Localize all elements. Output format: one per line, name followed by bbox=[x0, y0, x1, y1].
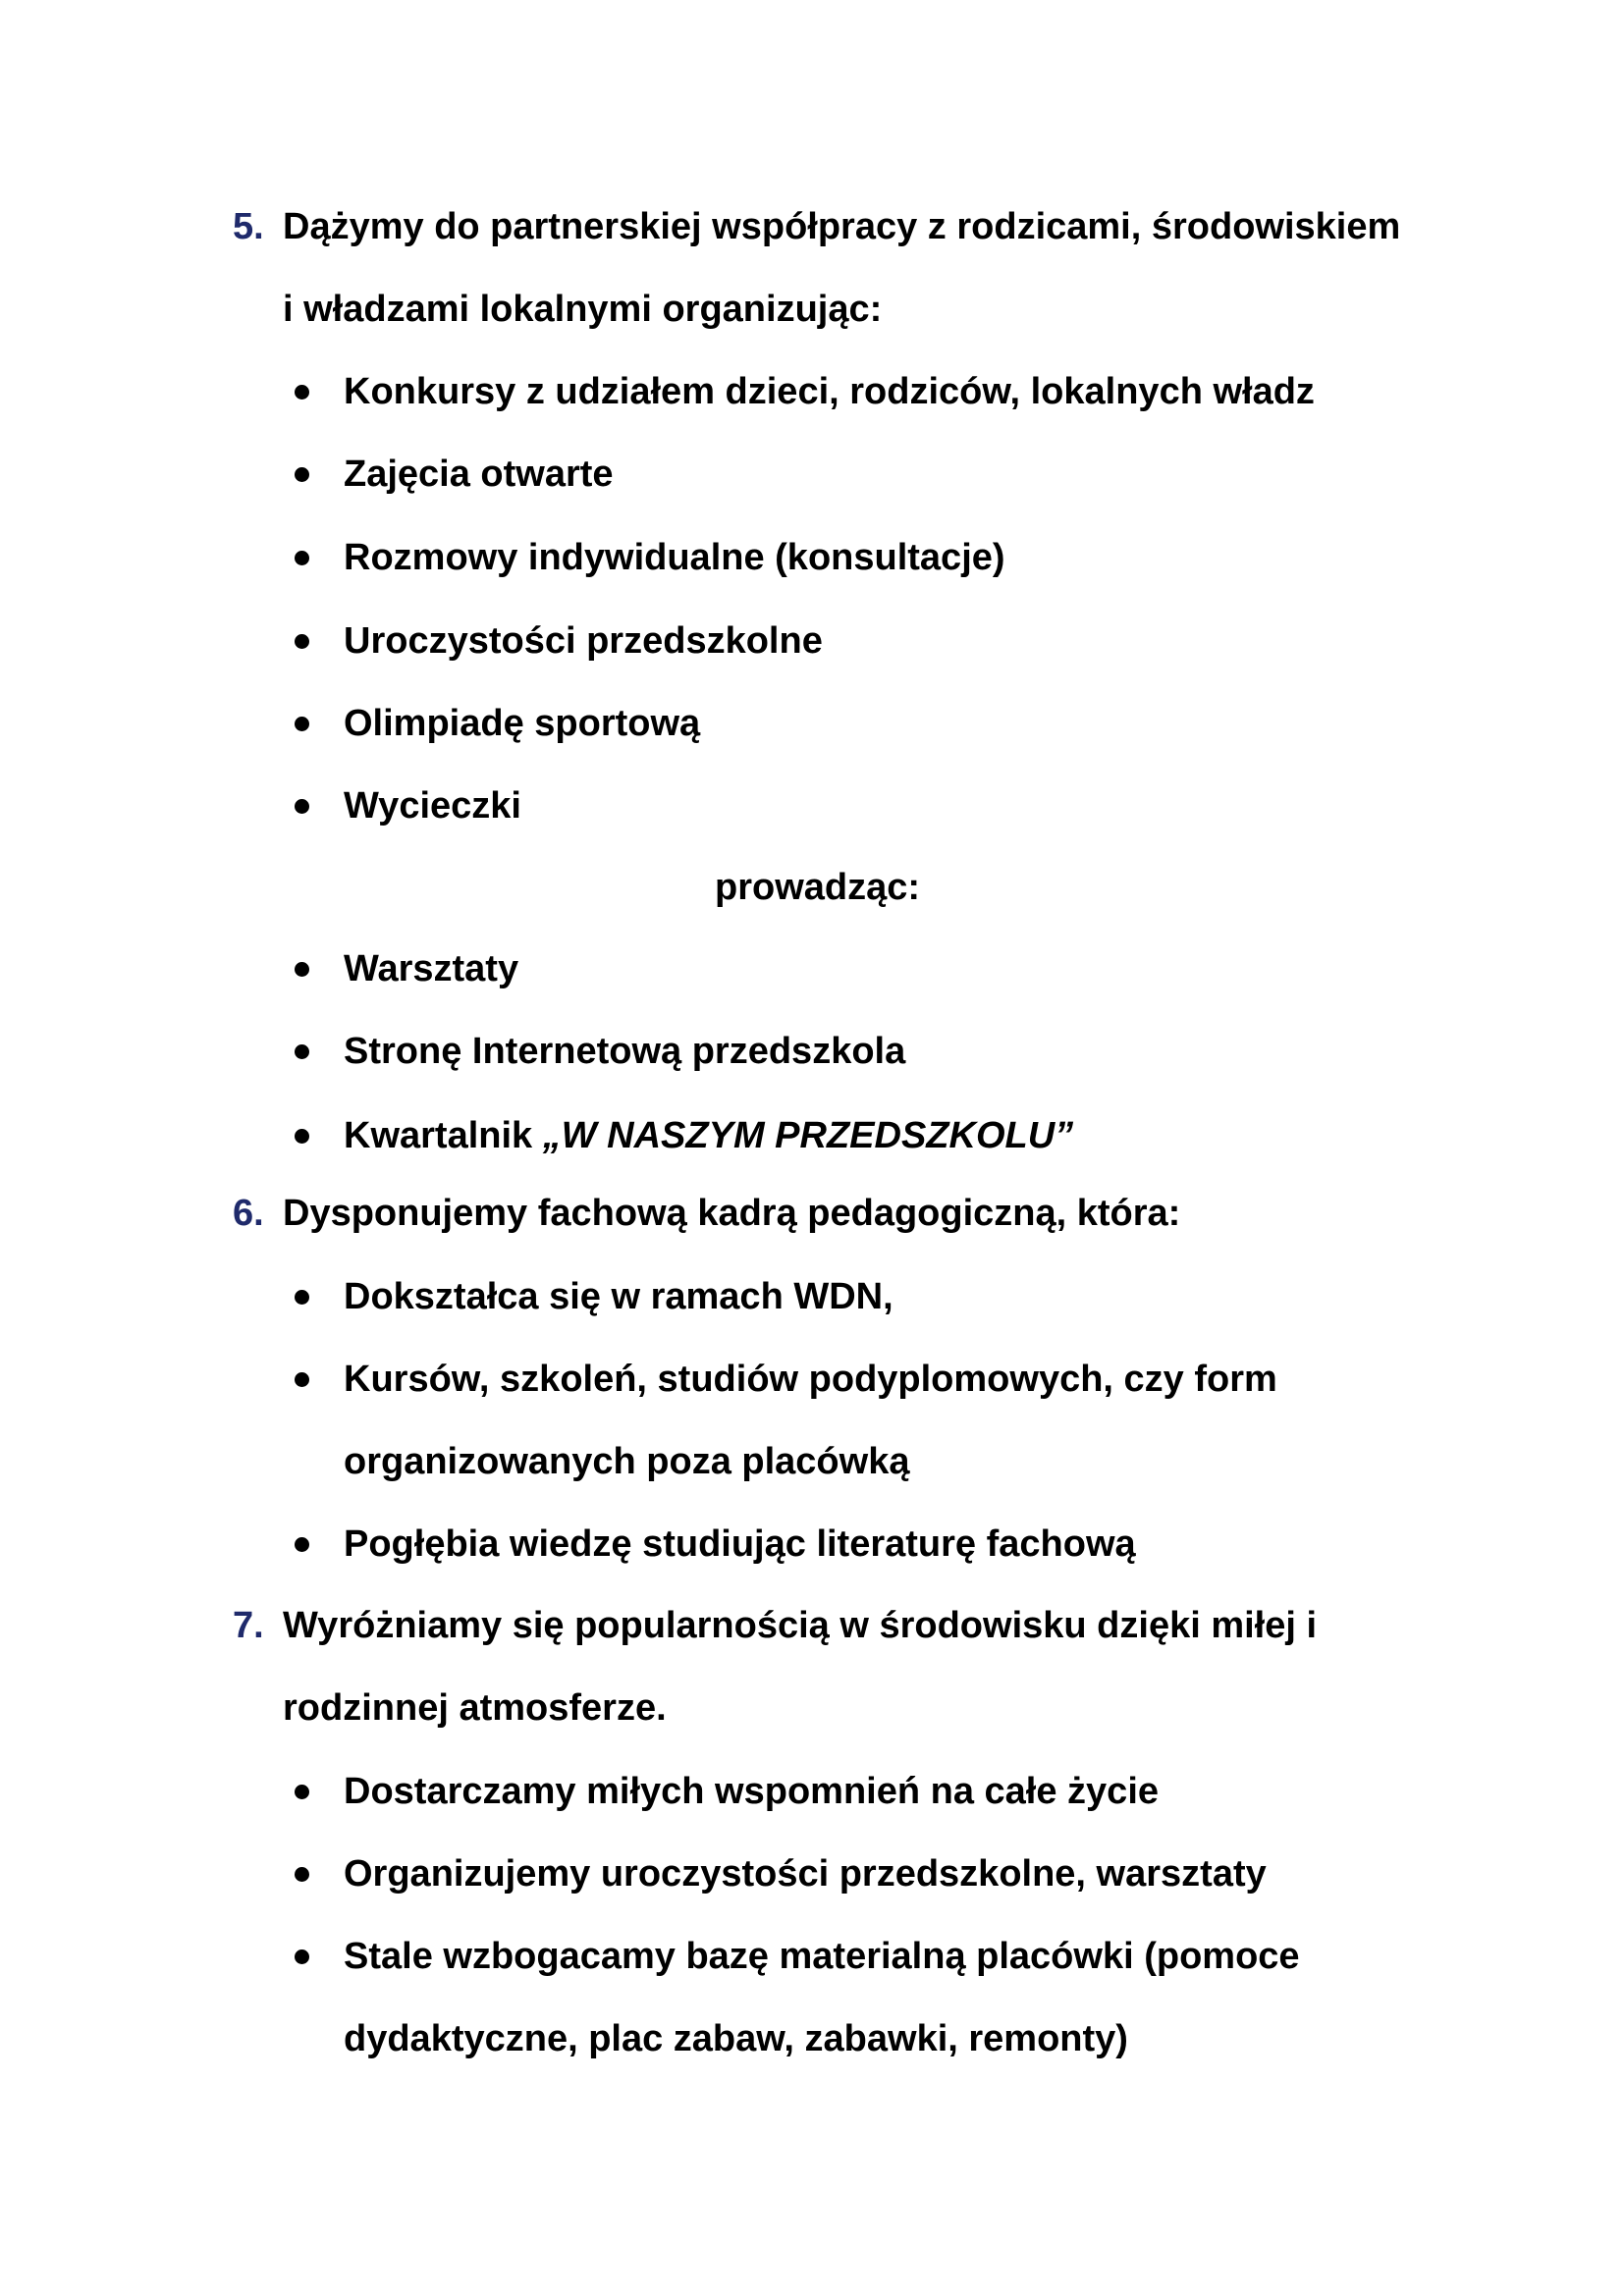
list-item: Stale wzbogacamy bazę materialną placówki (pomoce bbox=[344, 1936, 1300, 1977]
bullet-icon bbox=[295, 385, 309, 400]
bullet-icon bbox=[295, 717, 309, 731]
section-heading-line: Wyróżniamy się popularnością w środowisku dzięki miłej i bbox=[283, 1605, 1318, 1646]
bullet-icon bbox=[295, 1785, 309, 1799]
list-item: Dokształca się w ramach WDN, bbox=[344, 1276, 893, 1317]
list-item: Konkursy z udziałem dzieci, rodziców, lokalnych władz bbox=[344, 371, 1315, 412]
list-item: Kursów, szkoleń, studiów podyplomowych, czy form bbox=[344, 1359, 1277, 1400]
bullet-icon bbox=[295, 634, 309, 649]
section-heading-line: i władzami lokalnymi organizując: bbox=[283, 289, 883, 330]
section-heading-line: Dysponujemy fachową kadrą pedagogiczną, która: bbox=[283, 1193, 1181, 1234]
list-subheading: prowadząc: bbox=[715, 867, 921, 908]
publication-title: „W NASZYM PRZEDSZKOLU” bbox=[542, 1115, 1074, 1156]
bullet-icon bbox=[295, 1044, 309, 1059]
list-item: Zajęcia otwarte bbox=[344, 454, 614, 495]
list-item: Stronę Internetową przedszkola bbox=[344, 1031, 906, 1072]
bullet-icon bbox=[295, 1949, 309, 1964]
list-item-prefix: Kwartalnik bbox=[344, 1115, 543, 1156]
list-item: Rozmowy indywidualne (konsultacje) bbox=[344, 537, 1005, 578]
bullet-icon bbox=[295, 1290, 309, 1305]
section-heading-line: rodzinnej atmosferze. bbox=[283, 1687, 667, 1729]
bullet-icon bbox=[295, 1867, 309, 1882]
bullet-icon bbox=[295, 962, 309, 977]
list-item: Warsztaty bbox=[344, 948, 519, 989]
bullet-icon bbox=[295, 1372, 309, 1387]
bullet-icon bbox=[295, 551, 309, 565]
bullet-icon bbox=[295, 1129, 309, 1144]
section-number: 7. bbox=[233, 1605, 264, 1646]
list-item-kwartalnik bbox=[344, 1117, 1073, 1154]
section-number: 6. bbox=[233, 1193, 264, 1234]
list-item: Pogłębia wiedzę studiując literaturę fachową bbox=[344, 1523, 1136, 1565]
list-item-continuation: dydaktyczne, plac zabaw, zabawki, remonty) bbox=[344, 2018, 1128, 2059]
list-item: Olimpiadę sportową bbox=[344, 703, 701, 744]
list-item: Uroczystości przedszkolne bbox=[344, 620, 823, 662]
section-number: 5. bbox=[233, 206, 264, 247]
bullet-icon bbox=[295, 467, 309, 482]
list-item: Dostarczamy miłych wspomnień na całe życie bbox=[344, 1771, 1160, 1812]
list-item: Wycieczki bbox=[344, 785, 521, 827]
list-item-continuation: organizowanych poza placówką bbox=[344, 1441, 910, 1482]
bullet-icon bbox=[295, 799, 309, 814]
bullet-icon bbox=[295, 1537, 309, 1552]
section-heading-line: Dążymy do partnerskiej współpracy z rodzicami, środowiskiem bbox=[283, 206, 1401, 247]
list-item: Organizujemy uroczystości przedszkolne, warsztaty bbox=[344, 1853, 1267, 1895]
